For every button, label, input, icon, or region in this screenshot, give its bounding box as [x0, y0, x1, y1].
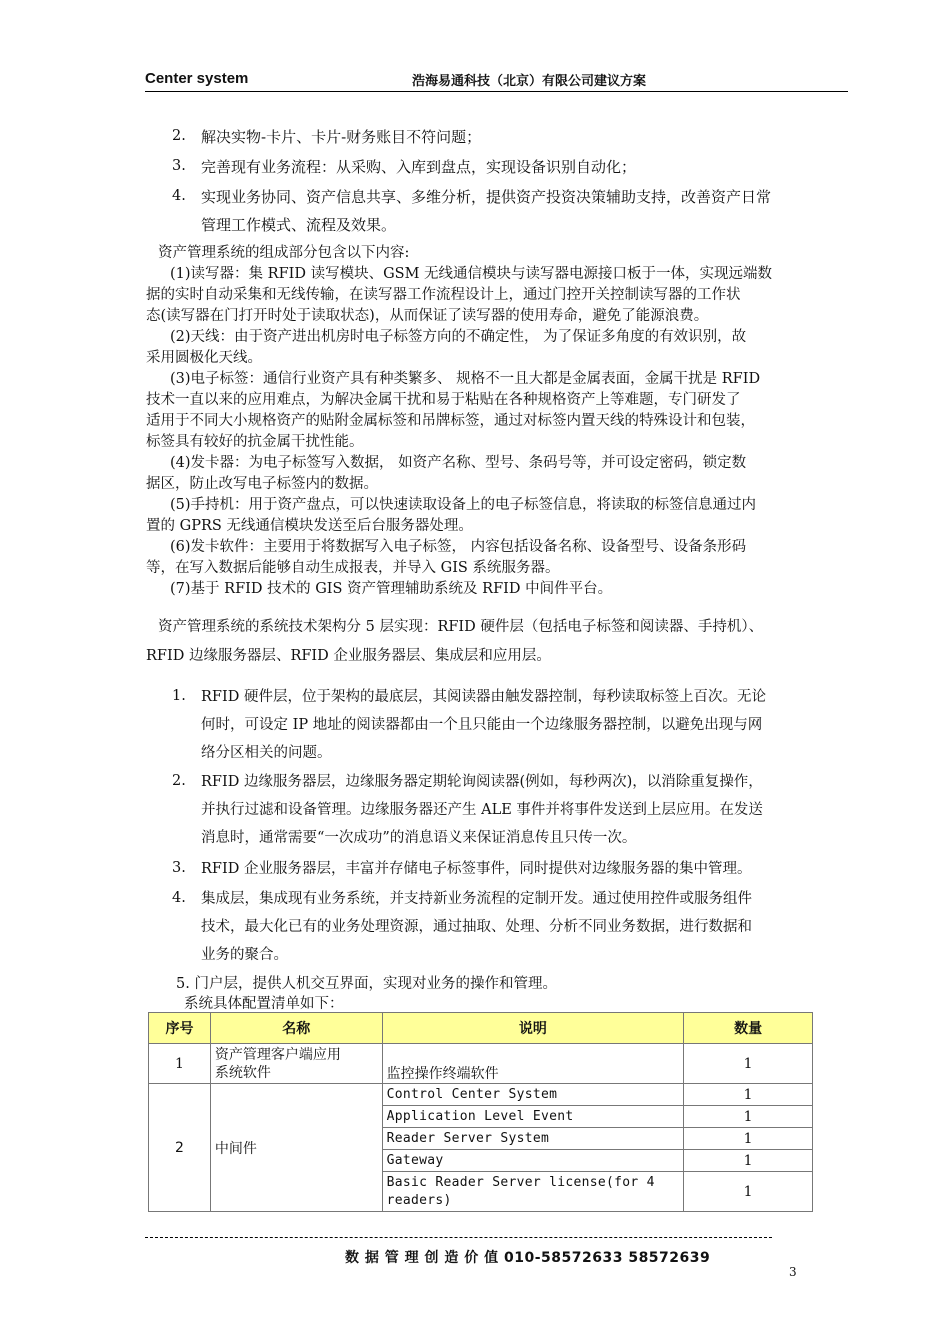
layer-text: 技术，最大化已有的业务处理资源，通过抽取、处理、分析不同业务数据，进行数据和: [201, 919, 752, 935]
component-line: (7)基于 RFID 技术的 GIS 资产管理辅助系统及 RFID 中间件平台。: [170, 581, 613, 597]
component-line: 态(读写器在门打开时处于读取状态)，从而保证了读写器的使用寿命，避免了能源浪费。: [146, 308, 709, 324]
row-desc: [382, 1172, 684, 1212]
layer-number: 3.: [172, 860, 186, 876]
row-name: [210, 1044, 382, 1084]
row-desc-line: Basic Reader Server license(for 4: [386, 1174, 655, 1190]
components-intro: 资产管理系统的组成部分包含以下内容:: [158, 245, 410, 261]
layer-text: 并执行过滤和设备管理。边缘服务器还产生 ALE 事件并将事件发送到上层应用。在发送: [201, 802, 763, 818]
layer-number: 1.: [172, 688, 186, 704]
row-desc: 监控操作终端软件: [382, 1044, 684, 1084]
row-desc: Gateway: [382, 1150, 684, 1172]
row-qty: 1: [684, 1084, 813, 1106]
layer-text: RFID 硬件层，位于架构的最底层，其阅读器由触发器控制，每秒读取标签上百次。无论: [201, 689, 766, 705]
page-number: 3: [789, 1265, 797, 1279]
header-title: Center system: [145, 70, 249, 87]
row-desc-line: readers): [386, 1192, 452, 1208]
layer-text: RFID 边缘服务器层，边缘服务器定期轮询阅读器(例如，每秒两次)，以消除重复操作，: [201, 774, 763, 790]
row-number: 2: [149, 1084, 211, 1212]
row-qty: 1: [684, 1128, 813, 1150]
header-cell: 说明: [382, 1013, 684, 1044]
header-cell: 序号: [149, 1013, 211, 1044]
footer-slogan: 数 据 管 理 创 造 价 值 010-58572633 58572639: [345, 1250, 711, 1266]
component-line: (5)手持机：用于资产盘点，可以快速读取设备上的电子标签信息，将读取的标签信息通过内: [170, 497, 757, 513]
component-line: 技术一直以来的应用难点，为解决金属干扰和易于粘贴在各种规格资产上等难题，专门研发了: [146, 392, 741, 408]
component-line: 采用圆极化天线。: [146, 350, 262, 366]
component-line: (6)发卡软件：主要用于将数据写入电子标签， 内容包括设备名称、设备型号、设备条形码: [170, 539, 747, 555]
row-desc: Application Level Event: [382, 1106, 684, 1128]
layer-text: 络分区相关的问题。: [201, 745, 332, 761]
row-qty: 1: [684, 1044, 813, 1084]
component-line: 据的实时自动采集和无线传输，在读写器工作流程设计上，通过门控开关控制读写器的工作状: [146, 287, 741, 303]
row-name-line: 系统软件: [214, 1064, 271, 1081]
row-name: 中间件: [210, 1084, 382, 1212]
component-line: (1)读写器：集 RFID 读写模块、GSM 无线通信模块与读写器电源接口板于一体，实现远端数: [170, 266, 773, 282]
component-line: 等，在写入数据后能够自动生成报表，并导入 GIS 系统服务器。: [146, 560, 560, 576]
header-cell: 数量: [684, 1013, 813, 1044]
row-desc: Reader Server System: [382, 1128, 684, 1150]
row-qty: 1: [684, 1106, 813, 1128]
layer-number: 2.: [172, 773, 186, 789]
config-table: [148, 1012, 813, 1212]
architecture-intro: 资产管理系统的系统技术架构分 5 层实现：RFID 硬件层（包括电子标签和阅读器、手持机）、: [158, 619, 764, 635]
header-cell: 名称: [210, 1013, 382, 1044]
component-line: (2)天线：由于资产进出机房时电子标签方向的不确定性， 为了保证多角度的有效识别，故: [170, 329, 747, 345]
row-qty: 1: [684, 1172, 813, 1212]
goal-text: 实现业务协同、资产信息共享、多维分析，提供资产投资决策辅助支持，改善资产日常: [201, 188, 772, 206]
goal-number: 2.: [172, 128, 186, 144]
row-desc: Control Center System: [382, 1084, 684, 1106]
header-company: 浩海易通科技（北京）有限公司建议方案: [412, 74, 647, 89]
header-divider: [145, 91, 848, 92]
goal-text: 解决实物-卡片、卡片-财务账目不符问题；: [201, 128, 482, 146]
layer-number: 4.: [172, 890, 186, 906]
component-line: 标签具有较好的抗金属干扰性能。: [146, 434, 364, 450]
table-row: [149, 1084, 813, 1106]
goal-number: 3.: [172, 158, 186, 174]
layer-text: 集成层，集成现有业务系统，并支持新业务流程的定制开发。通过使用控件或服务组件: [201, 891, 752, 907]
layer-text: RFID 企业服务器层，丰富并存储电子标签事件，同时提供对边缘服务器的集中管理。: [201, 861, 752, 877]
row-name-line: 资产管理客户端应用: [214, 1046, 341, 1063]
layer-text: 5. 门户层，提供人机交互界面，实现对业务的操作和管理。: [176, 976, 557, 992]
row-number: 1: [149, 1044, 211, 1084]
component-line: 据区，防止改写电子标签内的数据。: [146, 476, 378, 492]
layer-text: 何时，可设定 IP 地址的阅读器都由一个且只能由一个边缘服务器控制，以避免出现与网: [201, 717, 763, 733]
layer-text: 消息时，通常需要“一次成功”的消息语义来保证消息传且只传一次。: [201, 830, 637, 846]
component-line: 置的 GPRS 无线通信模块发送至后台服务器处理。: [146, 518, 473, 534]
goal-text: 完善现有业务流程：从采购、入库到盘点，实现设备识别自动化；: [201, 158, 637, 176]
config-intro: 系统具体配置清单如下：: [184, 996, 344, 1012]
goal-number: 4.: [172, 188, 186, 204]
footer-divider: [145, 1237, 772, 1238]
component-line: (4)发卡器：为电子标签写入数据， 如资产名称、型号、条码号等，并可设定密码，锁定数: [170, 455, 747, 471]
goal-text: 管理工作模式、流程及效果。: [201, 216, 397, 234]
component-line: (3)电子标签：通信行业资产具有种类繁多、 规格不一且大都是金属表面，金属干扰是 RFID: [170, 371, 761, 387]
layer-text: 业务的聚合。: [201, 947, 288, 963]
row-qty: 1: [684, 1150, 813, 1172]
architecture-intro: RFID 边缘服务器层、RFID 企业服务器层、集成层和应用层。: [146, 648, 551, 664]
table-header-row: [149, 1013, 813, 1044]
component-line: 适用于不同大小规格资产的贴附金属标签和吊牌标签，通过对标签内置天线的特殊设计和包装，: [146, 413, 755, 429]
table-row: [149, 1044, 813, 1084]
